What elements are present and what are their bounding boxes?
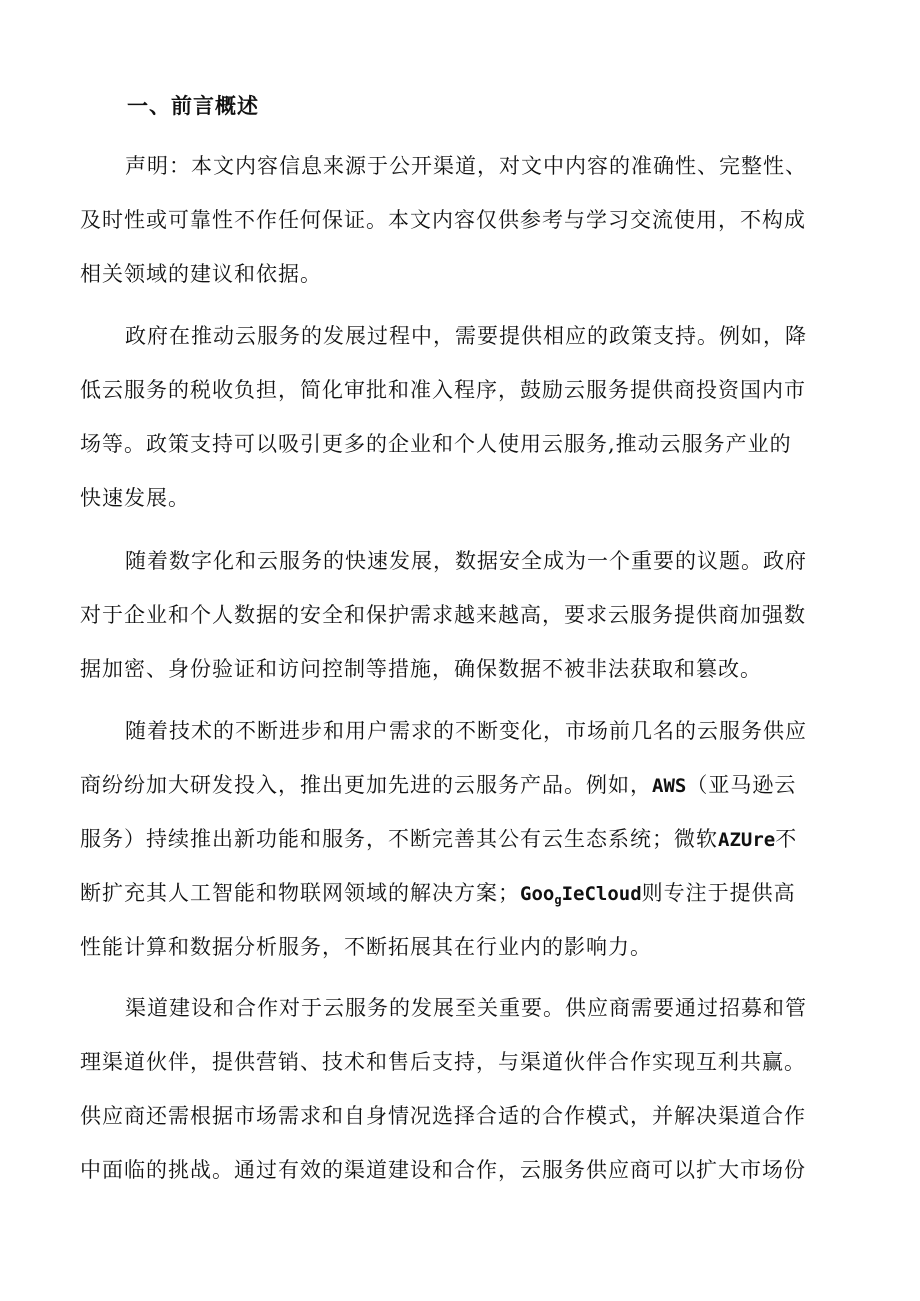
paragraph-line [80, 758, 860, 812]
data-security-paragraph [80, 534, 860, 696]
paragraph-line: 性能计算和数据分析服务，不断拓展其在行业内的影响力。 [80, 935, 652, 959]
line-text: 则专注于提供高 [641, 881, 796, 905]
paragraph-line: 政府在推动云服务的发展过程中，需要提供相应的政策支持。例如，降 [125, 324, 807, 348]
line-text: （亚马逊云 [686, 773, 797, 797]
paragraph-line: 渠道建设和合作对于云服务的发展至关重要。供应商需要通过招募和管 [125, 996, 807, 1020]
paragraph-line: 据加密、身份验证和访问控制等措施，确保数据不被非法获取和篡改。 [80, 657, 762, 681]
paragraph-line [80, 812, 860, 866]
section-heading: 一、前言概述 [127, 93, 259, 118]
paragraph-line: 对于企业和个人数据的安全和保护需求越来越高，要求云服务提供商加强数 [80, 603, 806, 627]
google-cloud-term-part: IeCloud [561, 883, 642, 905]
market-competition-paragraph [80, 704, 860, 974]
paragraph-line: 理渠道伙伴，提供营销、技术和售后支持，与渠道伙伴合作实现互利共赢。 [80, 1050, 806, 1074]
paragraph-line: 及时性或可靠性不作任何保证。本文内容仅供参考与学习交流使用，不构成 [80, 208, 806, 232]
line-text: 断扩充其人工智能和物联网领域的解决方案； [80, 881, 520, 905]
paragraph-line: 随着技术的不断进步和用户需求的不断变化，市场前几名的云服务供应 [125, 719, 807, 743]
aws-term: AWS [652, 775, 687, 797]
paragraph-line: 随着数字化和云服务的快速发展，数据安全成为一个重要的议题。政府 [125, 549, 807, 573]
disclaimer-paragraph [80, 139, 860, 301]
paragraph-line [80, 866, 860, 920]
paragraph-line: 声明：本文内容信息来源于公开渠道，对文中内容的准确性、完整性、 [125, 154, 807, 178]
google-cloud-term-part: Goo [520, 883, 555, 905]
paragraph-line: 供应商还需根据市场需求和自身情况选择合适的合作模式，并解决渠道合作 [80, 1104, 806, 1128]
paragraph-line: 场等。政策支持可以吸引更多的企业和个人使用云服务,推动云服务产业的 [80, 432, 792, 456]
paragraph-line: 快速发展。 [80, 486, 190, 510]
paragraph-line: 低云服务的税收负担，简化审批和准入程序，鼓励云服务提供商投资国内市 [80, 378, 806, 402]
google-cloud-term-subscript: g [554, 893, 562, 907]
line-text: 服务）持续推出新功能和服务，不断完善其公有云生态系统；微软 [80, 827, 718, 851]
channel-cooperation-paragraph [80, 981, 860, 1197]
line-text: 不 [775, 827, 798, 851]
policy-support-paragraph [80, 309, 860, 525]
line-text: 商纷纷加大研发投入，推出更加先进的云服务产品。例如， [80, 773, 652, 797]
paragraph-line: 相关领域的建议和依据。 [80, 262, 322, 286]
paragraph-line: 中面临的挑战。通过有效的渠道建设和合作，云服务供应商可以扩大市场份 [80, 1158, 806, 1182]
azure-term: AZUre [718, 829, 776, 851]
google-cloud-term [520, 883, 642, 905]
